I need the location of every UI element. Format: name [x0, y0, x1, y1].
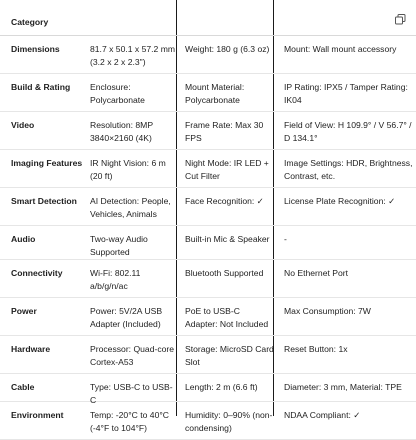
spec-cell: Field of View: H 109.9° / V 56.7° / D 134.1°	[284, 120, 412, 143]
category-cell: Build & Rating	[11, 82, 71, 92]
category-cell: Imaging Features	[11, 158, 83, 168]
spec-cell: Storage: MicroSD Card Slot	[185, 344, 274, 367]
spec-cell: Bluetooth Supported	[185, 268, 264, 278]
spec-cell: IR Night Vision: 6 m (20 ft)	[90, 158, 166, 181]
spec-cell: Type: USB-C to USB-C	[90, 382, 173, 405]
spec-cell: Max Consumption: 7W	[284, 306, 371, 316]
spec-cell: Power: 5V/2A USB Adapter (Included)	[90, 306, 163, 329]
spec-cell: AI Detection: People, Vehicles, Animals	[90, 196, 171, 219]
spec-cell: Face Recognition: ✓	[185, 196, 264, 206]
spec-table	[0, 10, 416, 440]
category-cell: Smart Detection	[11, 196, 77, 206]
table-row	[0, 150, 416, 188]
category-cell: Environment	[11, 410, 64, 420]
table-row	[0, 36, 416, 74]
spec-cell: Night Mode: IR LED + Cut Filter	[185, 158, 269, 181]
table-row	[0, 112, 416, 150]
spec-cell: NDAA Compliant: ✓	[284, 410, 361, 420]
table-row	[0, 336, 416, 374]
spec-cell: Weight: 180 g (6.3 oz)	[185, 44, 270, 54]
table-row	[0, 374, 416, 405]
spec-cell: Diameter: 3 mm, Material: TPE	[284, 382, 402, 392]
spec-cell: Resolution: 8MP 3840×2160 (4K)	[90, 120, 153, 143]
copy-icon[interactable]	[395, 14, 406, 25]
category-cell: Audio	[11, 234, 36, 244]
spec-cell: No Ethernet Port	[284, 268, 349, 278]
spec-cell: -	[284, 234, 287, 244]
table-header-row	[0, 10, 416, 36]
spec-cell: Mount Material: Polycarbonate	[185, 82, 245, 105]
table-row	[0, 298, 416, 336]
spec-cell: Frame Rate: Max 30 FPS	[185, 120, 264, 143]
spec-cell: PoE to USB-C Adapter: Not Included	[185, 306, 269, 329]
spec-cell: License Plate Recognition: ✓	[284, 196, 396, 206]
spec-cell: Enclosure: Polycarbonate	[90, 82, 145, 105]
table-row	[0, 260, 416, 298]
table-row	[0, 188, 416, 226]
spec-cell: Wi-Fi: 802.11 a/b/g/n/ac	[90, 268, 141, 291]
spec-cell: Temp: -20°C to 40°C (-4°F to 104°F)	[90, 410, 169, 433]
spec-cell: Two-way Audio Supported	[90, 234, 148, 257]
spec-cell: Length: 2 m (6.6 ft)	[185, 382, 258, 392]
category-cell: Connectivity	[11, 268, 63, 278]
spec-cell: 81.7 x 50.1 x 57.2 mm (3.2 x 2 x 2.3")	[90, 44, 176, 67]
category-cell: Cable	[11, 382, 35, 392]
table-row	[0, 402, 416, 440]
category-cell: Dimensions	[11, 44, 60, 54]
spec-cell: Humidity: 0–90% (non-condensing)	[185, 410, 273, 433]
spec-cell: Image Settings: HDR, Brightness, Contrast, etc.	[284, 158, 413, 181]
spec-cell: Reset Button: 1x	[284, 344, 348, 354]
spec-cell: Built-in Mic & Speaker	[185, 234, 270, 244]
category-header: Category	[11, 17, 49, 27]
category-cell: Power	[11, 306, 37, 316]
spec-cell: Mount: Wall mount accessory	[284, 44, 397, 54]
category-cell: Video	[11, 120, 35, 130]
spec-cell: IP Rating: IPX5 / Tamper Rating: IK04	[284, 82, 408, 105]
table-row	[0, 226, 416, 260]
category-cell: Hardware	[11, 344, 51, 354]
table-row	[0, 74, 416, 112]
spec-cell: Processor: Quad-core Cortex-A53	[90, 344, 175, 367]
